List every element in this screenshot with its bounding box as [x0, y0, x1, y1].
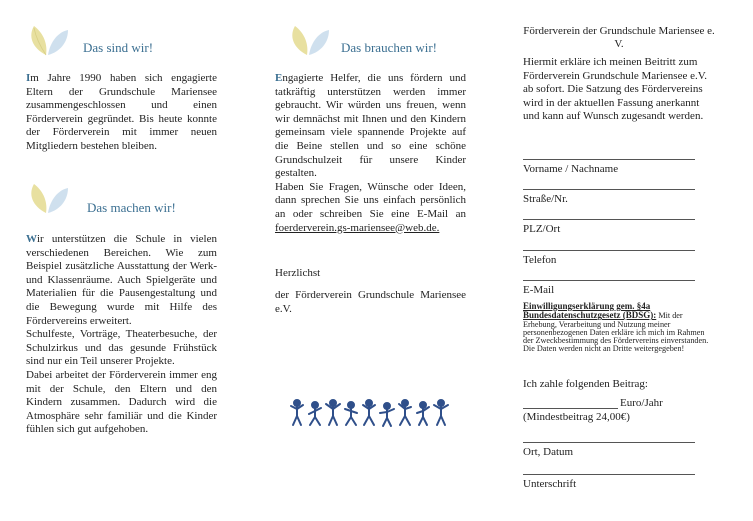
heading-about [26, 22, 217, 62]
heading-activities [26, 180, 217, 220]
cooperation-text: Dabei arbeitet der Förderverein immer eng mit der Schule, den Eltern und den Kindern zusammen. Dadurch wird die Atmosphäre sehr familiär und die Kinder fühlen sich gut aufgehoben. [26, 368, 217, 436]
contribution-minimum: (Mindestbeitrag 24,00€) [523, 411, 630, 423]
activities-paragraph [26, 233, 217, 437]
leaf-icon [26, 180, 70, 216]
children-figures-icon [283, 398, 465, 428]
contribution-unit: Euro/Jahr [620, 397, 663, 409]
email-link[interactable]: foerderverein.gs-mariensee@web.de. [275, 221, 440, 234]
signature-line[interactable] [523, 474, 695, 475]
leaf-icon [26, 22, 70, 58]
email-label: E-Mail [523, 284, 555, 296]
drop-letter: I [26, 72, 31, 84]
signature-block: der Förderverein Grundschule Mariensee e.V. [275, 289, 466, 315]
drop-letter: W [26, 233, 37, 245]
needs-paragraph [275, 72, 466, 235]
needs-text: ngagierte Helfer, die uns fördern und tatkräftig unterstützen werden immer gebraucht. Wir würden uns freuen, wenn wir demnächst mit Ihnen und den Kindern gemeinsam viele spannende Projekte auf die Beine stellen und so eine schöne Grundschulzeit für unsere Kinder gestalten. [275, 72, 466, 180]
projects-text: Schulfeste, Vorträge, Theaterbesuche, der Schulzirkus und das gesunde Frühstück sind nur ein Teil unserer Projekte. [26, 328, 217, 368]
activities-text: ir unterstützen die Schule in vielen verschiedenen Bereichen. Wie zum Beispiel zusätzliche Ausstattung der Werk- und Klassenräume. Auch Spielgeräte und Materialien für die Pausengestaltung und die Bewegung wurde mit Hilfe des Fördervereins erweitert. [26, 233, 217, 327]
about-text: m Jahre 1990 haben sich engagierte Eltern der Grundschule Mariensee zusammengeschlossen und einen Förderverein gegründet. Bis heute konnte der Förderverein mit immer neuen Mitgliedern bestehen bleiben. [26, 72, 217, 152]
greeting: Herzlichst [275, 267, 321, 279]
about-paragraph [26, 72, 217, 154]
form-title: Förderverein der Grundschule Mariensee e. V. [523, 25, 715, 50]
name-label: Vorname / Nachname [523, 163, 619, 175]
heading-needs [275, 22, 466, 62]
street-line[interactable] [523, 189, 695, 190]
signature-label: Unterschrift [523, 478, 577, 490]
leaf-icon [287, 22, 331, 58]
consent-heading: Einwilligungserklärung gem. §4a Bundesdatenschutzgesetz (BDSG): [523, 301, 657, 321]
consent-block [523, 302, 715, 354]
heading-about-title: Das sind wir! [83, 40, 154, 55]
place-date-line[interactable] [523, 442, 695, 443]
phone-line[interactable] [523, 250, 695, 251]
email-line[interactable] [523, 280, 695, 281]
heading-needs-title: Das brauchen wir! [341, 40, 438, 55]
street-label: Straße/Nr. [523, 193, 568, 205]
column-membership-form [523, 0, 715, 521]
place-date-label: Ort, Datum [523, 446, 574, 458]
amount-line[interactable] [523, 408, 618, 409]
contact-text: Haben Sie Fragen, Wünsche oder Ideen, dann sprechen Sie uns einfach persönlich an oder schreiben Sie eine E-Mail an [275, 180, 466, 220]
form-intro: Hiermit erkläre ich meinen Beitritt zum Förderverein Grundschule Mariensee e.V. ab sofort. Die Satzung des Fördervereins wird in der aktuellen Fassung anerkannt und kann auf Wunsch zugesandt werden. [523, 56, 707, 123]
city-label: PLZ/Ort [523, 223, 561, 235]
phone-label: Telefon [523, 254, 557, 266]
contribution-label: Ich zahle folgenden Beitrag: [523, 378, 648, 390]
drop-letter: E [275, 72, 283, 84]
name-line[interactable] [523, 159, 695, 160]
city-line[interactable] [523, 219, 695, 220]
consent-text: Mit der Erhebung, Verarbeitung und Nutzung meiner personenbezogenen Daten erkläre ich mich im Rahmen der Zweckbestimmung des Fördervereins einverstanden. Die Daten werden nicht an Dritte weitergegeben! [523, 311, 709, 354]
heading-activities-title: Das machen wir! [87, 200, 176, 215]
